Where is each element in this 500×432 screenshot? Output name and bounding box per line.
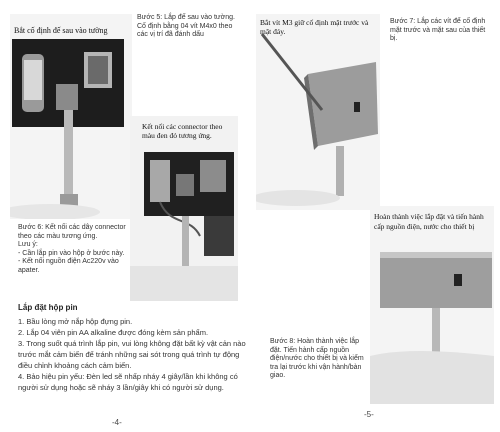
- step8-text: Bước 8: Hoàn thành việc lắp đặt. Tiến hành cấp nguồn điện/nước cho thiết bị và kiểm tra lại trước khi vận hành/bàn giao.: [270, 338, 364, 379]
- step6-note-battery: - Cần lắp pin vào hộp ở bước này.: [18, 249, 125, 257]
- photo3-label: Bắt vít M3 giữ cố định mặt trước và mặt đáy.: [260, 18, 369, 36]
- step6-note-title: Lưu ý:: [18, 241, 38, 248]
- connector-illustration: [130, 116, 238, 301]
- page-number-right: -5-: [364, 410, 374, 419]
- section-title: Lắp đặt hộp pin: [18, 303, 78, 312]
- list-item: 2. Lắp 04 viên pin AA alkaline được đóng kèm sản phẩm.: [18, 328, 209, 337]
- back-plate-illustration: [10, 14, 132, 219]
- step6-note-power: - Kết nối nguồn điện Ac220v vào apater.: [18, 258, 119, 274]
- step5-text: Bước 5: Lắp đế sau vào tường. Cố định bằng 04 vít M4x0 theo các vị trí đã đánh dấu: [137, 14, 235, 38]
- step6-text: Bước 6: Kết nối các dây connector theo các màu tương ứng.: [18, 224, 126, 240]
- photo2-label: Kết nối các connector theo màu đen đỏ tương ứng.: [142, 122, 223, 140]
- list-item: 4. Bảo hiệu pin yếu: Đèn led sẽ nhấp nháy 4 giây/lần khi không có người sử dụng hoặc sẽ nháy 3 lần/giây khi có người sử dụng.: [18, 372, 238, 392]
- photo1-label: Bắt cố định đế sau vào tường: [14, 26, 108, 35]
- photo-front-cover: [256, 14, 380, 210]
- page-number-left: -4-: [112, 418, 122, 427]
- battery-section: [18, 303, 250, 393]
- step6-block: [18, 224, 126, 275]
- finished-illustration: [370, 206, 494, 404]
- photo-back-plate-wall: [10, 14, 132, 219]
- photo-connectors: [130, 116, 238, 301]
- list-item: 1. Bầu lòng mở nắp hộp đựng pin.: [18, 317, 133, 326]
- front-cover-illustration: [256, 14, 380, 210]
- photo-finished: [370, 206, 494, 404]
- list-item: 3. Trong suốt quá trình lắp pin, vui lòng không đặt bất kỳ vật cản nào trước mắt cảm biến để tránh những sai sót trong quá trình tự động điều chỉnh khoảng cách cảm biến.: [18, 339, 246, 370]
- photo4-label: Hoàn thành việc lắp đặt và tiến hành cấp nguồn điện, nước cho thiết bị: [374, 212, 484, 231]
- step7-text: Bước 7: Lắp các vít để cố định mặt trước và mặt sau của thiết bị.: [390, 18, 486, 42]
